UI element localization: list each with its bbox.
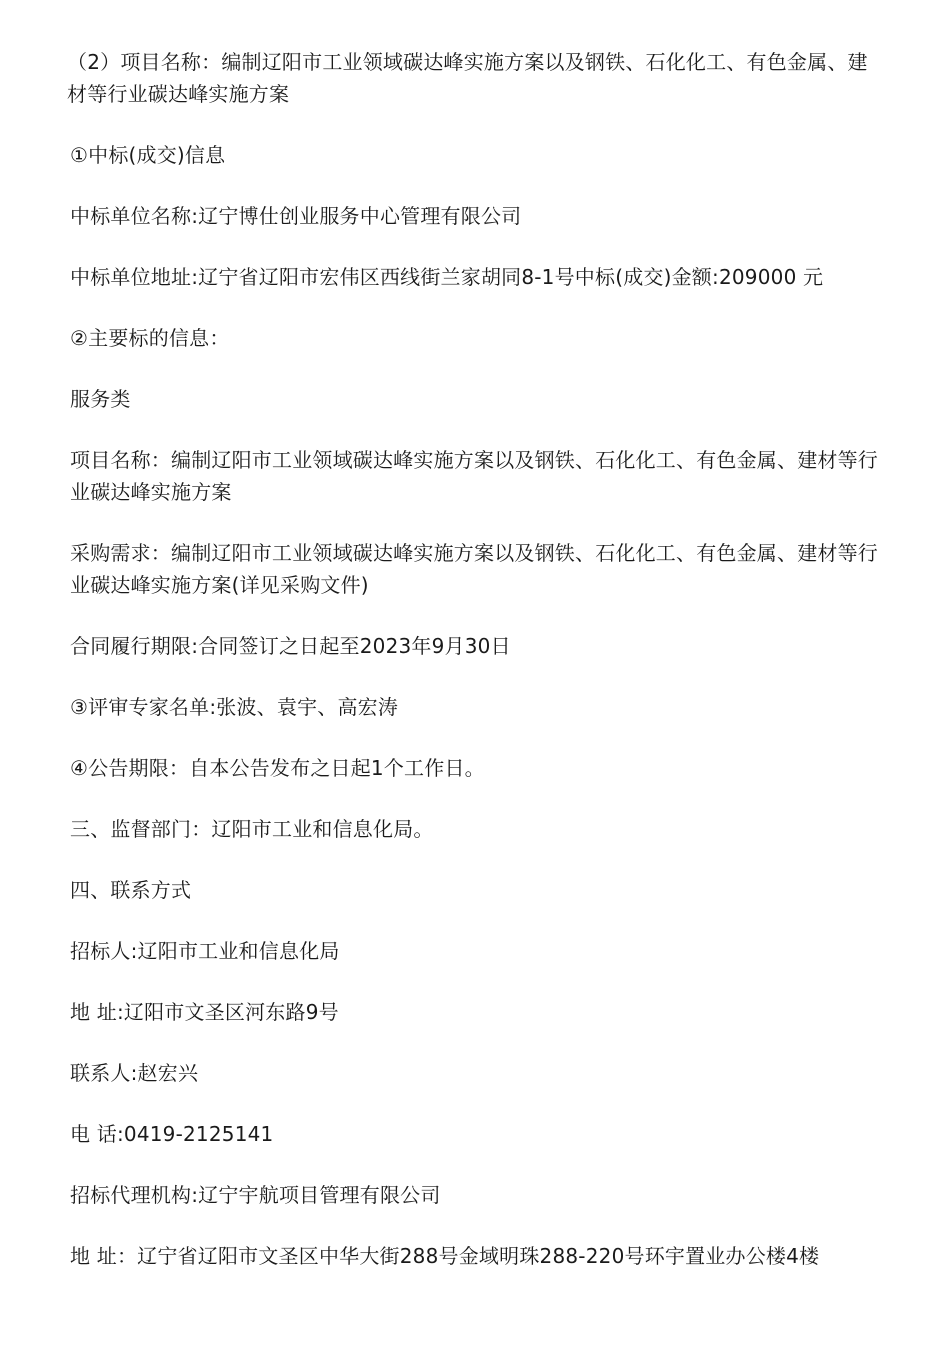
award-info-heading: ①中标(成交)信息 xyxy=(70,143,226,167)
supervision-department: 三、监督部门：辽阳市工业和信息化局。 xyxy=(70,817,434,841)
main-subject-heading: ②主要标的信息： xyxy=(70,326,230,350)
contract-period: 合同履行期限:合同签订之日起至2023年9月30日 xyxy=(70,634,511,658)
winner-address-amount: 中标单位地址:辽宁省辽阳市宏伟区西线街兰家胡同8-1号中标(成交)金额:209000 元 xyxy=(70,265,824,289)
agency-name: 招标代理机构:辽宁宇航项目管理有限公司 xyxy=(70,1183,441,1207)
announcement-period: ④公告期限：自本公告发布之日起1个工作日。 xyxy=(70,756,485,780)
document-body xyxy=(67,46,885,1272)
tenderer: 招标人:辽阳市工业和信息化局 xyxy=(70,939,340,963)
expert-list: ③评审专家名单:张波、袁宇、高宏涛 xyxy=(70,695,399,719)
procurement-requirement: 采购需求：编制辽阳市工业领域碳达峰实施方案以及钢铁、石化化工、有色金属、建材等行业碳达峰实施方案(详见采购文件) xyxy=(70,541,878,597)
winner-name: 中标单位名称:辽宁博仕创业服务中心管理有限公司 xyxy=(70,204,522,228)
project-title-paragraph: （2）项目名称：编制辽阳市工业领域碳达峰实施方案以及钢铁、石化化工、有色金属、建材等行业碳达峰实施方案 xyxy=(67,50,868,106)
contact-heading: 四、联系方式 xyxy=(70,878,192,902)
contact-person: 联系人:赵宏兴 xyxy=(70,1061,199,1085)
project-name: 项目名称：编制辽阳市工业领域碳达峰实施方案以及钢铁、石化化工、有色金属、建材等行业碳达峰实施方案 xyxy=(70,448,878,504)
tenderer-address: 地 址:辽阳市文圣区河东路9号 xyxy=(70,1000,339,1024)
phone: 电 话:0419-2125141 xyxy=(70,1122,274,1146)
agency-address: 地 址：辽宁省辽阳市文圣区中华大街288号金域明珠288-220号环宇置业办公楼4楼 xyxy=(70,1244,820,1268)
service-category: 服务类 xyxy=(70,387,131,411)
